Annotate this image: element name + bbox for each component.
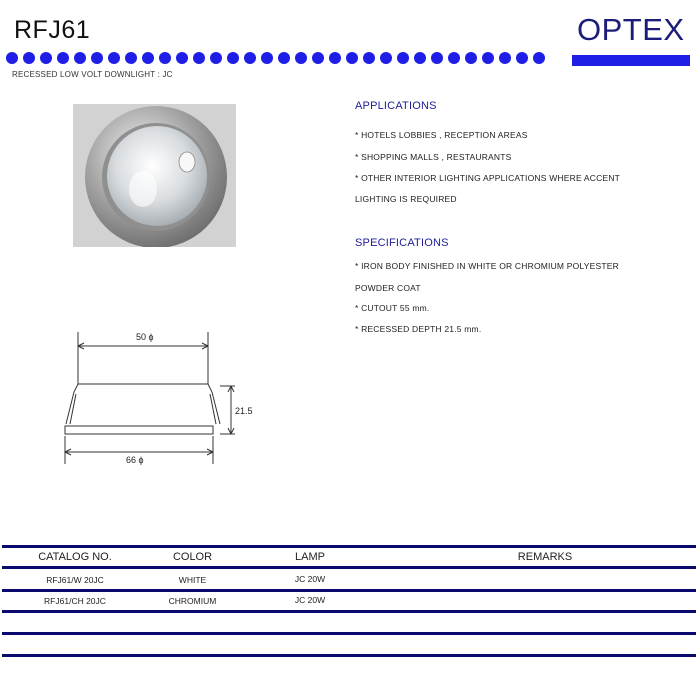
- header-color: COLOR: [172, 551, 213, 563]
- dotted-divider: [6, 52, 554, 66]
- applications-heading: APPLICATIONS: [355, 100, 437, 112]
- table-rule: [2, 566, 696, 569]
- divider-dot: [380, 52, 392, 64]
- divider-dot: [74, 52, 86, 64]
- specification-line: POWDER COAT: [355, 283, 421, 293]
- divider-dot: [329, 52, 341, 64]
- row-1-lamp: JC 20W: [294, 574, 326, 584]
- divider-dot: [295, 52, 307, 64]
- divider-dot: [244, 52, 256, 64]
- divider-dot: [346, 52, 358, 64]
- dimension-drawing: [38, 314, 268, 474]
- height-label: 21.5: [235, 406, 253, 416]
- divider-dot: [312, 52, 324, 64]
- row-1-catalog: RFJ61/W 20JC: [46, 575, 104, 585]
- divider-dot: [227, 52, 239, 64]
- divider-dot: [516, 52, 528, 64]
- application-line: * HOTELS LOBBIES , RECEPTION AREAS: [355, 130, 528, 140]
- divider-dot: [23, 52, 35, 64]
- divider-dot: [397, 52, 409, 64]
- table-rule: [2, 589, 696, 592]
- header-catalog-no: CATALOG NO.: [38, 551, 112, 563]
- top-width-label: 50 ϕ: [136, 332, 154, 342]
- divider-dot: [210, 52, 222, 64]
- brand-logo: OPTEX: [577, 12, 685, 47]
- divider-dot: [363, 52, 375, 64]
- row-2-lamp: JC 20W: [294, 595, 326, 605]
- header-remarks: REMARKS: [517, 551, 573, 563]
- divider-dot: [125, 52, 137, 64]
- row-2-catalog: RFJ61/CH 20JC: [44, 596, 106, 606]
- divider-dot: [465, 52, 477, 64]
- divider-dot: [414, 52, 426, 64]
- table-rule-top: [2, 545, 696, 548]
- product-subtitle: RECESSED LOW VOLT DOWNLIGHT : JC: [12, 70, 173, 79]
- divider-dot: [176, 52, 188, 64]
- divider-dot: [142, 52, 154, 64]
- application-line: LIGHTING IS REQUIRED: [355, 194, 457, 204]
- row-2-color: CHROMIUM: [168, 596, 217, 606]
- divider-dot: [431, 52, 443, 64]
- row-1-color: WHITE: [178, 575, 207, 585]
- divider-dot: [482, 52, 494, 64]
- specifications-heading: SPECIFICATIONS: [355, 237, 449, 249]
- divider-dot: [108, 52, 120, 64]
- header-lamp: LAMP: [295, 551, 325, 563]
- specification-line: * CUTOUT 55 mm.: [355, 303, 430, 313]
- divider-dot: [448, 52, 460, 64]
- divider-dot: [193, 52, 205, 64]
- divider-dot: [91, 52, 103, 64]
- divider-dot: [533, 52, 545, 64]
- model-title: RFJ61: [14, 16, 91, 44]
- application-line: * SHOPPING MALLS , RESTAURANTS: [355, 152, 512, 162]
- divider-dot: [278, 52, 290, 64]
- brand-underline-bar: [572, 55, 690, 66]
- application-line: * OTHER INTERIOR LIGHTING APPLICATIONS WHERE ACCENT: [355, 173, 621, 183]
- divider-dot: [159, 52, 171, 64]
- table-rule: [2, 610, 696, 613]
- table-rule-bottom: [2, 654, 696, 657]
- table-rule: [2, 632, 696, 635]
- divider-dot: [40, 52, 52, 64]
- divider-dot: [261, 52, 273, 64]
- divider-dot: [57, 52, 69, 64]
- specification-line: * IRON BODY FINISHED IN WHITE OR CHROMIUM POLYESTER: [355, 261, 619, 271]
- bottom-width-label: 66 ϕ: [126, 455, 144, 465]
- divider-dot: [499, 52, 511, 64]
- specification-line: * RECESSED DEPTH 21.5 mm.: [355, 324, 482, 334]
- product-photo: [73, 104, 236, 247]
- divider-dot: [6, 52, 18, 64]
